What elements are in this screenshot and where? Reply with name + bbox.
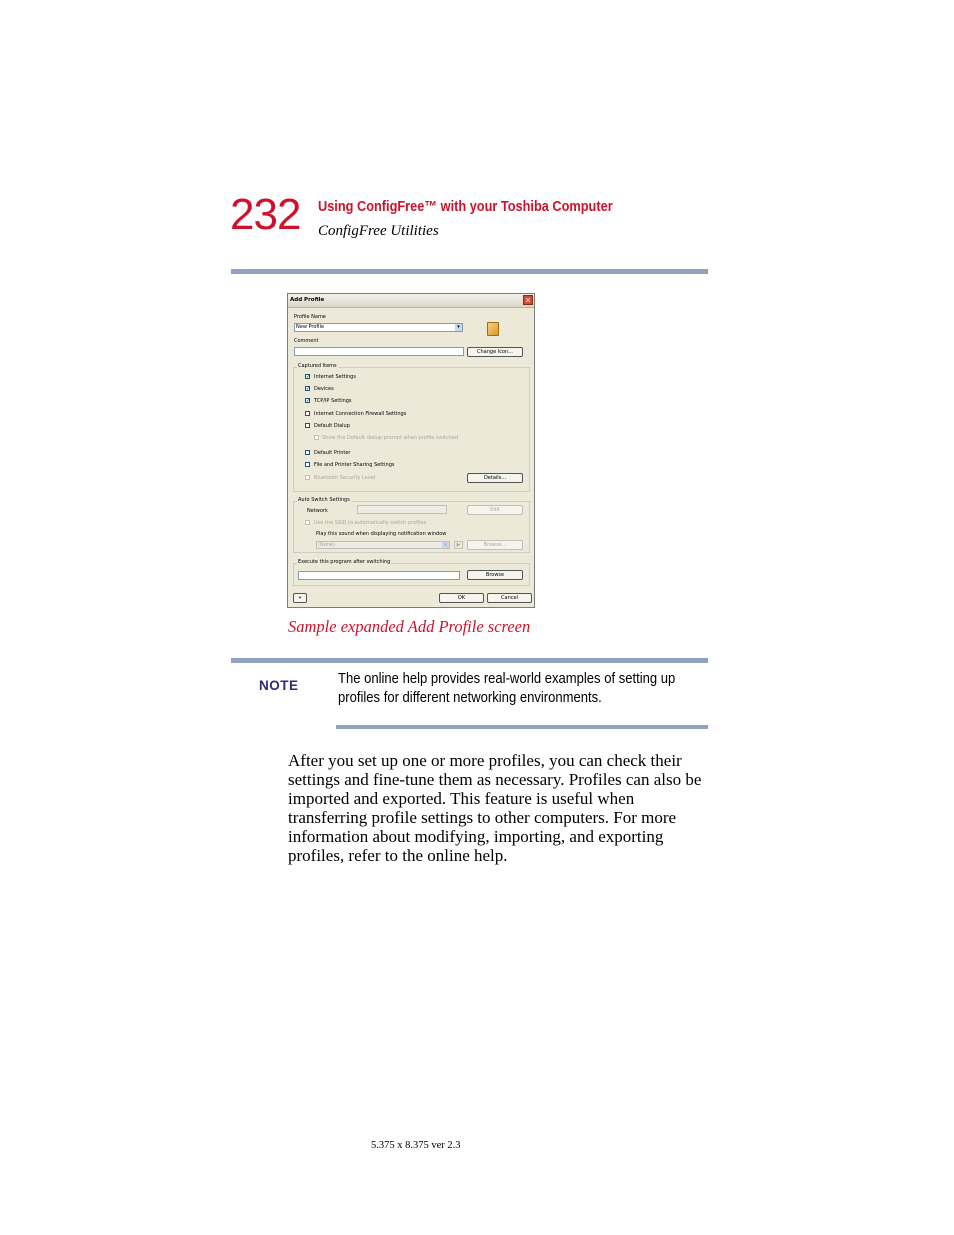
network-field[interactable]: [357, 505, 447, 514]
figure-caption: Sample expanded Add Profile screen: [288, 617, 531, 636]
file-printer-sharing-label: File and Printer Sharing Settings: [314, 462, 395, 468]
ssid-switch-label: Use the SSID to automatically switch profiles: [314, 520, 427, 526]
add-profile-dialog: [287, 293, 535, 608]
page-number: 232: [230, 190, 301, 239]
sound-label: Play this sound when displaying notification window: [316, 531, 447, 537]
comment-input[interactable]: [294, 347, 464, 356]
chevron-down-icon: ▾: [442, 542, 449, 548]
body-paragraph: After you set up one or more profiles, you can check their settings and fine-tune them as necessary. Profiles can also be imported and exported. This feature is useful when transferring profile settings to other computers. For more information about modifying, importing, and exporting profiles, refer to the online help.: [288, 751, 702, 865]
edit-button[interactable]: Edit: [467, 505, 523, 515]
dialog-titlebar: [288, 294, 534, 308]
close-icon[interactable]: ✕: [524, 296, 532, 305]
section-title: ConfigFree Utilities: [318, 223, 439, 239]
play-sound-icon[interactable]: ▶: [454, 541, 463, 549]
collapse-icon[interactable]: «: [293, 593, 307, 603]
bluetooth-security-label: Bluetooth Security Level: [314, 475, 376, 481]
dialup-prompt-label: Show the Default dialup prompt when profile switched: [322, 435, 459, 441]
change-icon-button[interactable]: Change Icon...: [467, 347, 523, 357]
internet-settings-checkbox[interactable]: ✓: [306, 374, 311, 380]
ok-button[interactable]: OK: [439, 593, 484, 603]
program-browse-button[interactable]: Browse: [467, 570, 523, 580]
devices-label: Devices: [314, 386, 334, 392]
page-footer: 5.375 x 8.375 ver 2.3: [371, 1140, 461, 1151]
file-printer-sharing-checkbox[interactable]: [305, 462, 310, 467]
dialup-prompt-checkbox[interactable]: [314, 435, 319, 440]
default-printer-checkbox[interactable]: [305, 450, 310, 455]
note-rule-top: [231, 658, 708, 663]
details-button[interactable]: Details...: [467, 473, 523, 483]
default-dialup-checkbox[interactable]: [305, 423, 310, 428]
default-printer-label: Default Printer: [314, 450, 351, 456]
chapter-title: Using ConfigFree™ with your Toshiba Computer: [318, 199, 613, 215]
header-rule: [231, 269, 708, 274]
firewall-settings-label: Internet Connection Firewall Settings: [314, 411, 407, 417]
note-rule-bottom: [336, 725, 708, 729]
comment-label: Comment: [294, 338, 319, 344]
sound-value: (None): [318, 542, 335, 548]
devices-checkbox[interactable]: ✓: [306, 386, 311, 392]
firewall-settings-checkbox[interactable]: [305, 411, 310, 416]
tcpip-settings-label: TCP/IP Settings: [314, 398, 352, 404]
network-label: Network: [307, 508, 328, 514]
execute-program-label: Execute this program after switching: [298, 559, 391, 565]
profile-name-label: Profile Name: [294, 314, 326, 320]
dialog-title: Add Profile: [290, 297, 325, 303]
default-dialup-label: Default Dialup: [314, 423, 350, 429]
profile-icon[interactable]: [487, 322, 499, 336]
note-label: NOTE: [259, 678, 299, 693]
note-text: The online help provides real-world examples of setting up profiles for different networking environments.: [338, 671, 676, 706]
chevron-down-icon: ▾: [455, 324, 462, 331]
auto-switch-label: Auto Switch Settings: [298, 497, 350, 503]
profile-name-dropdown[interactable]: [294, 323, 463, 332]
captured-items-label: Captured Items: [298, 363, 337, 369]
cancel-button[interactable]: Cancel: [487, 593, 532, 603]
execute-program-input[interactable]: [298, 571, 460, 580]
tcpip-settings-checkbox[interactable]: ✓: [306, 398, 311, 404]
sound-browse-button[interactable]: Browse...: [467, 540, 523, 550]
bluetooth-security-checkbox[interactable]: [305, 475, 310, 480]
ssid-switch-checkbox[interactable]: [305, 520, 310, 525]
profile-name-value: New Profile: [296, 324, 325, 330]
internet-settings-label: Internet Settings: [314, 374, 356, 380]
sound-dropdown[interactable]: [316, 541, 450, 549]
